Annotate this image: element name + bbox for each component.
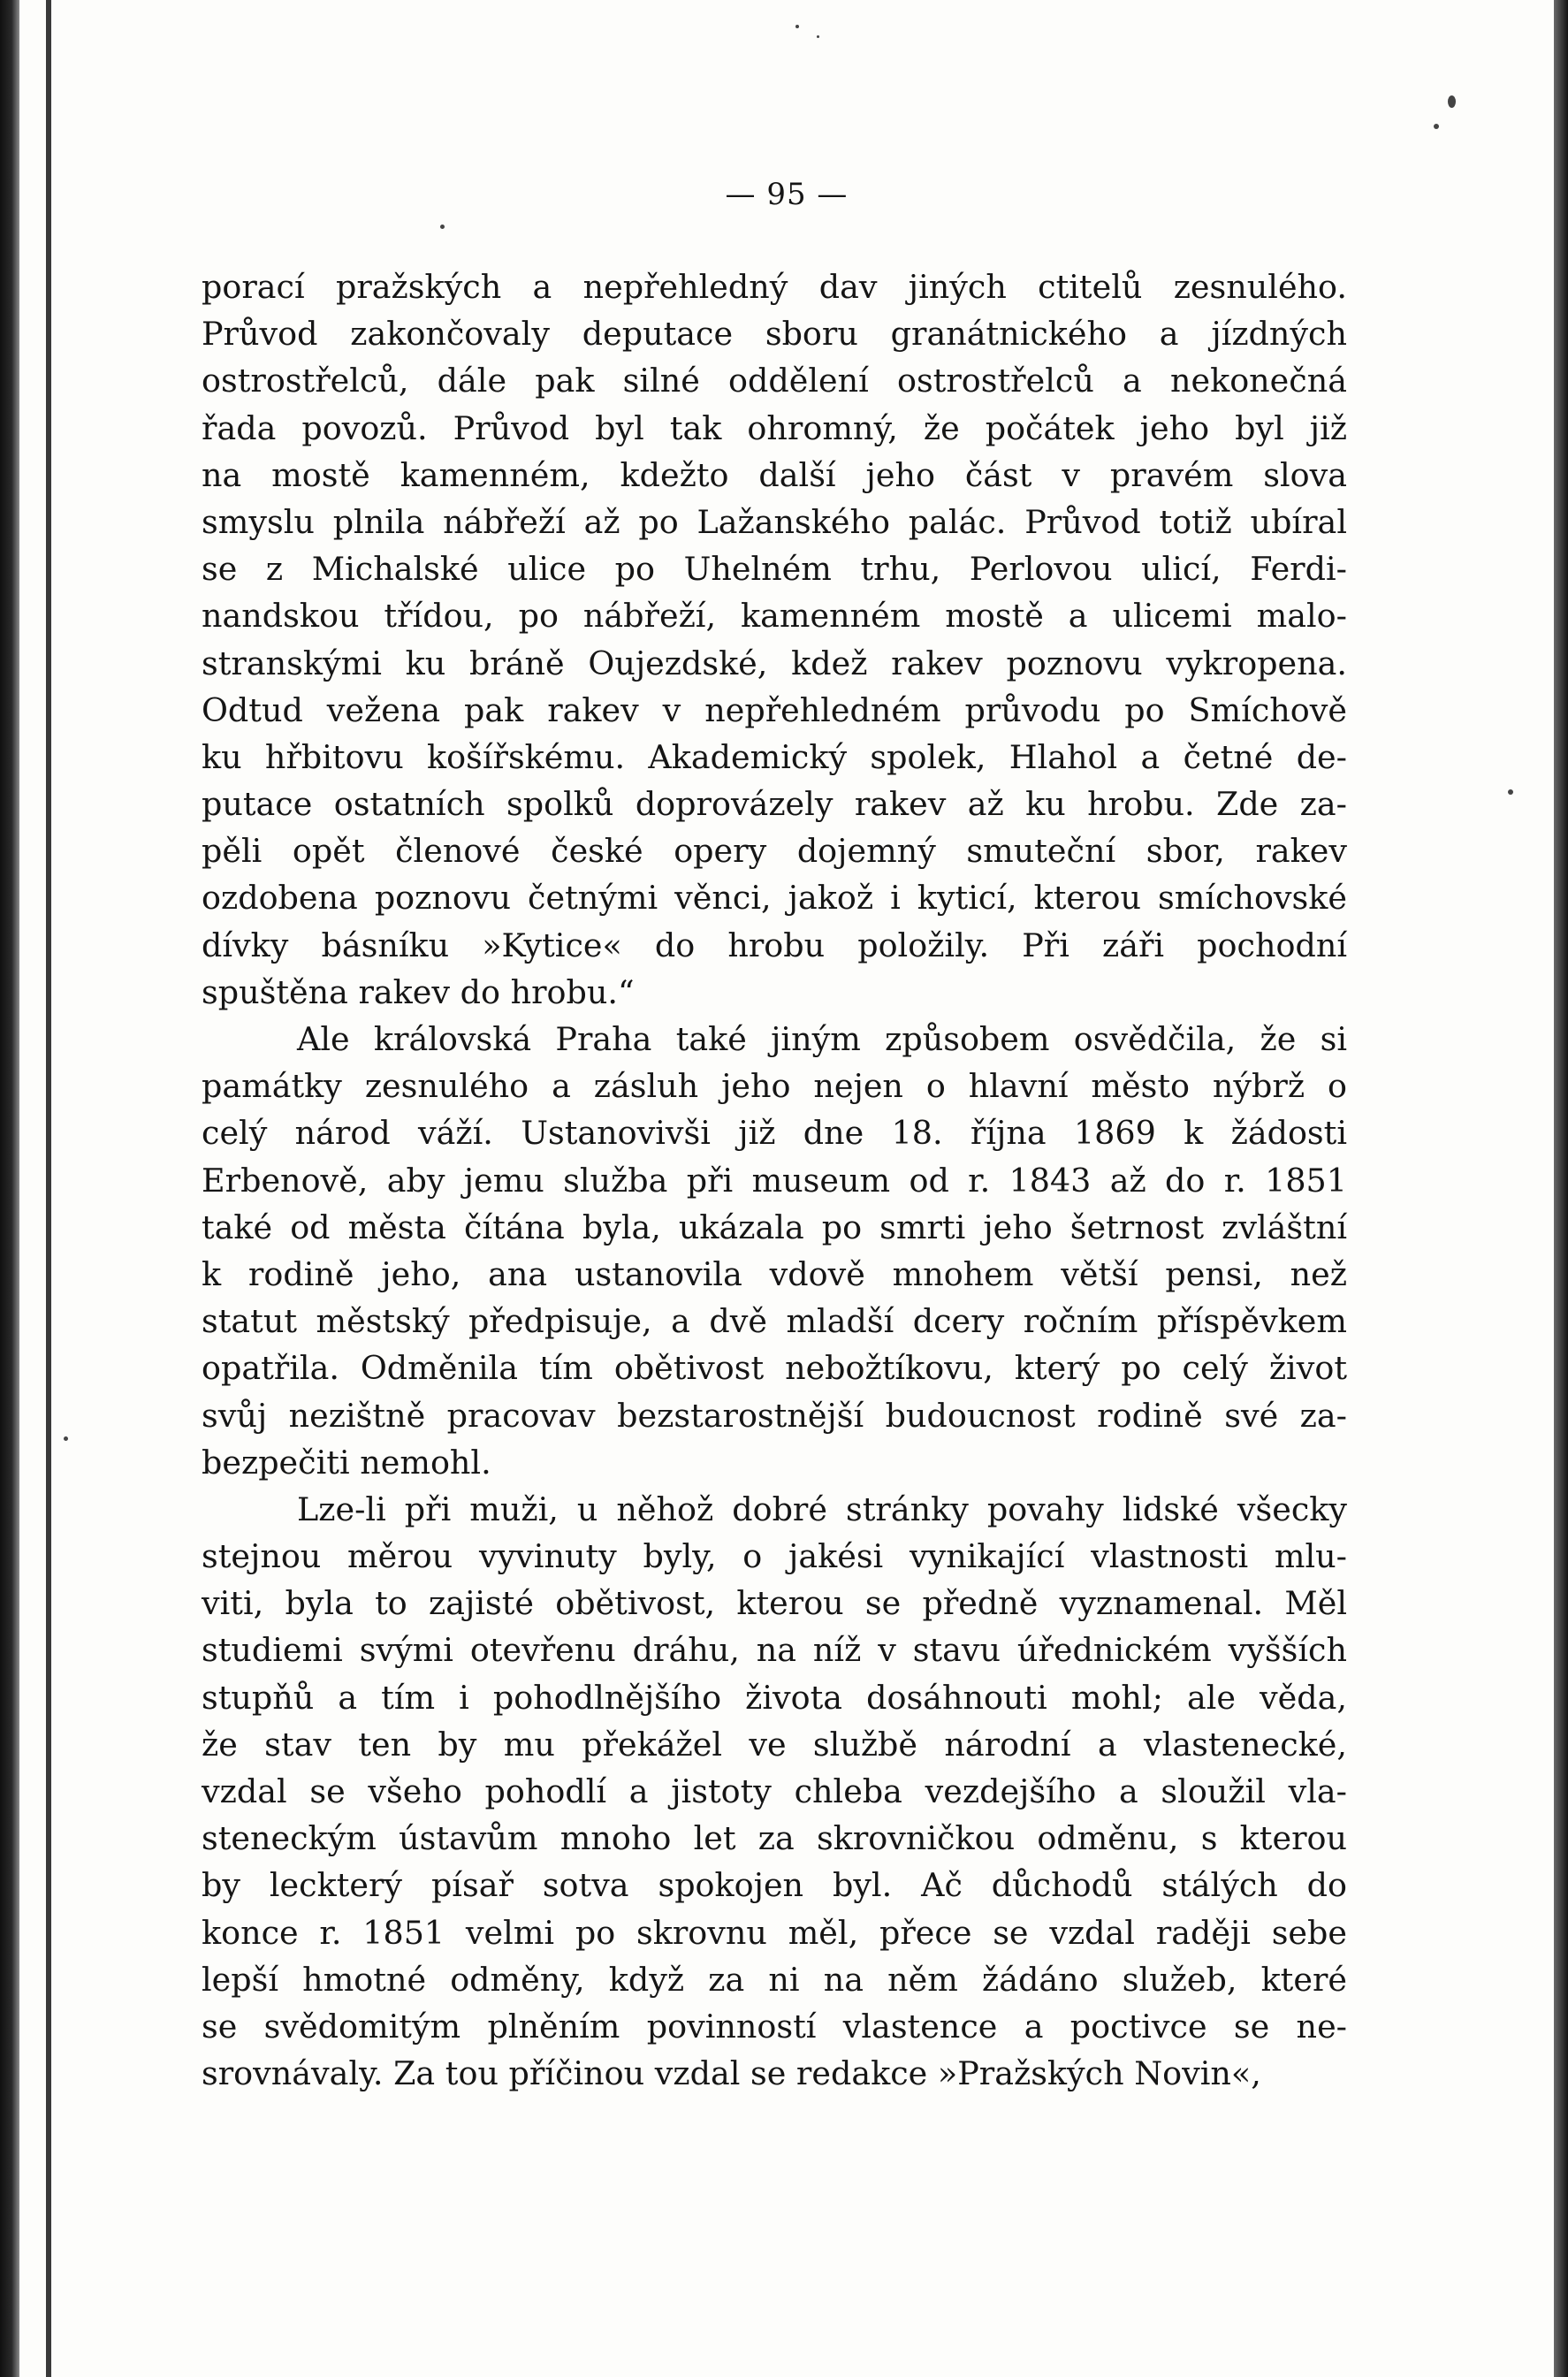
text-line: Odtud vežena pak rakev v nepřehledném průvodu po Smíchově xyxy=(202,690,1347,729)
text-line: památky zesnulého a zásluh jeho nejen o hlavní město nýbrž o xyxy=(202,1067,1347,1106)
text-line: k rodině jeho, ana ustanovila vdově mnohem větší pensi, než xyxy=(202,1254,1347,1293)
paragraph xyxy=(202,1016,1347,1486)
body-text xyxy=(202,263,1347,2097)
paragraph xyxy=(202,263,1347,1016)
text-line: smyslu plnila nábřeží až po Lažanského palác. Průvod totiž ubíral xyxy=(202,502,1347,541)
text-line: ku hřbitovu košířskému. Akademický spolek, Hlahol a četné de- xyxy=(202,737,1347,776)
text-line: putace ostatních spolků doprovázely rakev až ku hrobu. Zde za- xyxy=(202,785,1347,824)
text-line: opatřila. Odměnila tím obětivost nebožtíkovu, který po celý život xyxy=(202,1349,1347,1388)
text-line: steneckým ústavům mnoho let za skrovničkou odměnu, s kterou xyxy=(202,1819,1347,1858)
text-line: se svědomitým plněním povinností vlastence a poctivce se ne- xyxy=(202,2007,1347,2046)
text-line: celý národ váží. Ustanovivši již dne 18. října 1869 k žádosti xyxy=(202,1114,1347,1153)
text-line: statut městský předpisuje, a dvě mladší dcery ročním příspěvkem xyxy=(202,1302,1347,1341)
text-line: by leckterý písař sotva spokojen byl. Ač důchodů stálých do xyxy=(202,1866,1347,1905)
page-gutter-line xyxy=(46,0,51,2377)
text-line: spuštěna rakev do hrobu.“ xyxy=(202,972,635,1011)
page-edge-left xyxy=(0,0,19,2377)
page-number: — 95 — xyxy=(725,177,849,212)
text-line: ozdobena poznovu četnými věnci, jakož i kyticí, kterou smíchovské xyxy=(202,879,1347,918)
text-line: konce r. 1851 velmi po skrovnu měl, přece se vzdal raději sebe xyxy=(202,1913,1347,1952)
text-line: dívky básníku »Kytice« do hrobu položily. Při záři pochodní xyxy=(202,926,1347,964)
scan-speck xyxy=(1434,124,1439,129)
paragraph xyxy=(202,1486,1347,2097)
text-line: vzdal se všeho pohodlí a jistoty chleba vezdejšího a sloužil vla- xyxy=(202,1772,1347,1810)
text-line: ostrostřelců, dále pak silné oddělení ostrostřelců a nekonečná xyxy=(202,362,1347,400)
text-line: řada povozů. Průvod byl tak ohromný, že počátek jeho byl již xyxy=(202,408,1347,447)
text-line: nandskou třídou, po nábřeží, kamenném mostě a ulicemi malo- xyxy=(202,597,1347,636)
page-edge-right xyxy=(1554,0,1568,2377)
text-line: se z Michalské ulice po Uhelném trhu, Perlovou ulicí, Ferdi- xyxy=(202,550,1347,589)
text-line: Ale královská Praha také jiným způsobem osvědčila, že si xyxy=(297,1020,1347,1058)
text-line: srovnávaly. Za tou příčinou vzdal se redakce »Pražských Novin«, xyxy=(202,2054,1261,2093)
text-line: Lze-li při muži, u něhož dobré stránky povahy lidské všecky xyxy=(297,1489,1347,1528)
scan-speck xyxy=(795,25,799,28)
text-line: lepší hmotné odměny, když za ni na něm žádáno služeb, které xyxy=(202,1960,1347,1999)
text-line: také od města čítána byla, ukázala po smrti jeho šetrnost zvláštní xyxy=(202,1208,1347,1246)
text-line: stupňů a tím i pohodlnějšího života dosáhnouti mohl; ale věda, xyxy=(202,1678,1347,1717)
scan-speck xyxy=(440,225,445,229)
text-line: svůj nezištně pracovav bezstarostnější budoucnost rodině své za- xyxy=(202,1396,1347,1435)
text-line: pěli opět členové české opery dojemný smuteční sbor, rakev xyxy=(202,832,1347,871)
text-line: Průvod zakončovaly deputace sboru granátnického a jízdných xyxy=(202,315,1347,354)
text-line: bezpečiti nemohl. xyxy=(202,1443,491,1482)
scan-speck xyxy=(1508,789,1513,795)
scan-speck xyxy=(817,35,819,38)
scan-speck xyxy=(64,1436,68,1441)
text-line: stranskými ku bráně Oujezdské, kdež rakev poznovu vykropena. xyxy=(202,644,1347,682)
text-line: stejnou měrou vyvinuty byly, o jakési vynikající vlastnosti mlu- xyxy=(202,1537,1347,1576)
text-line: na mostě kamenném, kdežto další jeho část v pravém slova xyxy=(202,455,1347,494)
text-line: viti, byla to zajisté obětivost, kterou se předně vyznamenal. Měl xyxy=(202,1584,1347,1623)
scan-speck xyxy=(1448,95,1456,108)
text-line: Erbenově, aby jemu služba při museum od r. 1843 až do r. 1851 xyxy=(202,1161,1347,1200)
text-line: že stav ten by mu překážel ve službě národní a vlastenecké, xyxy=(202,1725,1347,1764)
text-line: studiemi svými otevřenu dráhu, na níž v stavu úřednickém vyšších xyxy=(202,1631,1347,1670)
text-line: porací pražských a nepřehledný dav jiných ctitelů zesnulého. xyxy=(202,268,1347,306)
